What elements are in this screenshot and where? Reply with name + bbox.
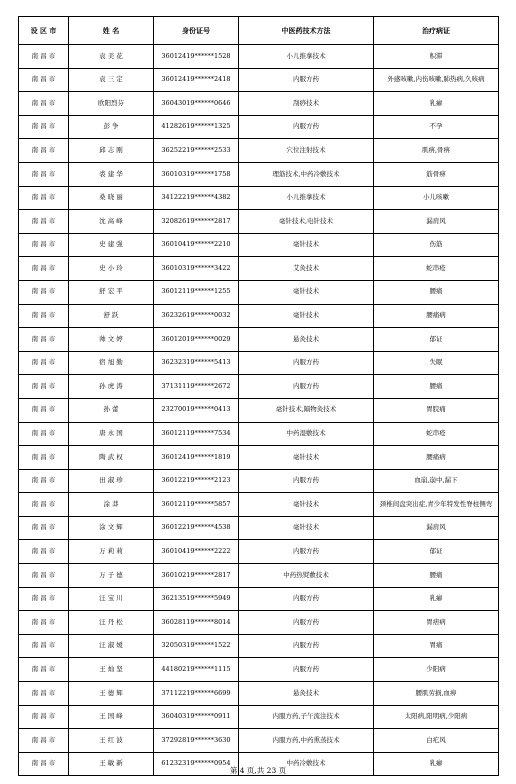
cell-id-number: 36252219******2533 <box>154 139 239 163</box>
cell-disease: 筋骨痹 <box>374 162 499 186</box>
cell-disease: 腰痛 <box>374 280 499 304</box>
cell-technique: 内服方药 <box>239 587 374 611</box>
cell-disease: 失眠 <box>374 351 499 375</box>
cell-disease: 积滞 <box>374 45 499 69</box>
cell-name: 汪 丹 松 <box>69 611 154 635</box>
cell-name: 孙 虎 涛 <box>69 375 154 399</box>
cell-technique: 毫针技术 <box>239 233 374 257</box>
table-row <box>19 564 499 588</box>
cell-district: 南 昌 市 <box>19 328 69 352</box>
cell-disease: 少阳病 <box>374 658 499 682</box>
table-row <box>19 634 499 658</box>
cell-district: 南 昌 市 <box>19 516 69 540</box>
cell-district: 南 昌 市 <box>19 233 69 257</box>
cell-disease: 腰痛病 <box>374 446 499 470</box>
cell-id-number: 32082619******2817 <box>154 210 239 234</box>
table-row <box>19 45 499 69</box>
table-row <box>19 469 499 493</box>
table-row <box>19 139 499 163</box>
cell-disease: 郁证 <box>374 328 499 352</box>
cell-district: 南 昌 市 <box>19 186 69 210</box>
cell-disease: 乳癖 <box>374 92 499 116</box>
table-row <box>19 257 499 281</box>
table-row <box>19 351 499 375</box>
cell-id-number: 36012019******0029 <box>154 328 239 352</box>
cell-id-number: 36012419******2418 <box>154 68 239 92</box>
header-district: 设 区 市 <box>19 17 69 45</box>
cell-district: 南 昌 市 <box>19 257 69 281</box>
cell-disease: 乳癖 <box>374 587 499 611</box>
cell-district: 南 昌 市 <box>19 682 69 706</box>
cell-district: 南 昌 市 <box>19 304 69 328</box>
cell-name: 沈 高 峰 <box>69 210 154 234</box>
cell-id-number: 32050319******1522 <box>154 634 239 658</box>
table-row <box>19 115 499 139</box>
cell-id-number: 36043019******0646 <box>154 92 239 116</box>
cell-technique: 内服方药 <box>239 375 374 399</box>
cell-technique: 毫针技术 <box>239 304 374 328</box>
cell-technique: 悬灸技术 <box>239 682 374 706</box>
cell-name: 邱 志 刚 <box>69 139 154 163</box>
cell-district: 南 昌 市 <box>19 115 69 139</box>
cell-disease: 蛇串疮 <box>374 422 499 446</box>
table-row <box>19 304 499 328</box>
cell-district: 南 昌 市 <box>19 587 69 611</box>
table-row <box>19 233 499 257</box>
cell-name: 汪 宝 川 <box>69 587 154 611</box>
cell-id-number: 36012119******1255 <box>154 280 239 304</box>
cell-disease: 白疕风 <box>374 729 499 753</box>
cell-disease: 漏肩风 <box>374 516 499 540</box>
cell-technique: 中药冷敷技术 <box>239 752 374 776</box>
cell-name: 帅 文 婷 <box>69 328 154 352</box>
table-row <box>19 493 499 517</box>
cell-technique: 内服方药 <box>239 115 374 139</box>
cell-disease: 胃痞病 <box>374 611 499 635</box>
roster-body <box>19 45 499 776</box>
cell-district: 南 昌 市 <box>19 752 69 776</box>
cell-technique: 毫针技术 <box>239 493 374 517</box>
cell-district: 南 昌 市 <box>19 162 69 186</box>
cell-technique: 内服方药 <box>239 68 374 92</box>
cell-technique: 内服方药 <box>239 351 374 375</box>
cell-technique: 内服方药,子午流注技术 <box>239 705 374 729</box>
cell-name: 舒 跃 <box>69 304 154 328</box>
cell-id-number: 36012419******1528 <box>154 45 239 69</box>
cell-district: 南 昌 市 <box>19 634 69 658</box>
cell-district: 南 昌 市 <box>19 375 69 399</box>
cell-id-number: 23270019******0413 <box>154 398 239 422</box>
header-technique: 中医药技术方法 <box>239 17 374 45</box>
cell-disease: 腰痛 <box>374 375 499 399</box>
cell-id-number: 36012219******4538 <box>154 516 239 540</box>
cell-id-number: 36232319******5413 <box>154 351 239 375</box>
cell-disease: 腰痛病 <box>374 304 499 328</box>
table-row <box>19 705 499 729</box>
page-number: 第 4 页,共 23 页 <box>229 766 287 775</box>
table-row <box>19 587 499 611</box>
cell-name: 王 红 波 <box>69 729 154 753</box>
cell-name: 袁 三 定 <box>69 68 154 92</box>
table-row <box>19 186 499 210</box>
table-row <box>19 210 499 234</box>
cell-district: 南 昌 市 <box>19 658 69 682</box>
cell-id-number: 36040319******0911 <box>154 705 239 729</box>
cell-name: 汪 淑 媛 <box>69 634 154 658</box>
cell-id-number: 36010419******2222 <box>154 540 239 564</box>
cell-technique: 内服方药 <box>239 658 374 682</box>
header-id-number: 身份证号 <box>154 17 239 45</box>
table-row <box>19 92 499 116</box>
table-row <box>19 422 499 446</box>
cell-name: 王 德 辉 <box>69 682 154 706</box>
cell-district: 南 昌 市 <box>19 92 69 116</box>
cell-name: 宿 旭 勤 <box>69 351 154 375</box>
cell-name: 王 灿 坚 <box>69 658 154 682</box>
cell-district: 南 昌 市 <box>19 422 69 446</box>
cell-disease: 漏肩风 <box>374 210 499 234</box>
cell-technique: 小儿推拿技术 <box>239 45 374 69</box>
cell-district: 南 昌 市 <box>19 564 69 588</box>
cell-technique: 毫针技术,电针技术 <box>239 210 374 234</box>
table-row <box>19 446 499 470</box>
table-row <box>19 729 499 753</box>
table-row <box>19 328 499 352</box>
cell-district: 南 昌 市 <box>19 705 69 729</box>
cell-name: 涂 文 辉 <box>69 516 154 540</box>
cell-technique: 内服方药 <box>239 611 374 635</box>
cell-technique: 艾灸技术 <box>239 257 374 281</box>
cell-technique: 毫针技术 <box>239 446 374 470</box>
table-row <box>19 398 499 422</box>
table-row <box>19 162 499 186</box>
cell-disease: 胃痛 <box>374 634 499 658</box>
cell-disease: 腰肌劳损,血痹 <box>374 682 499 706</box>
cell-district: 南 昌 市 <box>19 280 69 304</box>
cell-id-number: 36010319******3422 <box>154 257 239 281</box>
table-row <box>19 280 499 304</box>
cell-technique: 穴位注射技术 <box>239 139 374 163</box>
cell-name: 史 小 玲 <box>69 257 154 281</box>
cell-technique: 中药湿敷技术 <box>239 422 374 446</box>
cell-name: 史 建 强 <box>69 233 154 257</box>
cell-technique: 悬灸技术 <box>239 328 374 352</box>
cell-id-number: 36012119******7534 <box>154 422 239 446</box>
roster-sheet <box>18 16 498 776</box>
cell-disease: 不孕 <box>374 115 499 139</box>
cell-district: 南 昌 市 <box>19 68 69 92</box>
cell-id-number: 36010219******2817 <box>154 564 239 588</box>
cell-name: 万 莉 莉 <box>69 540 154 564</box>
cell-technique: 内服方药 <box>239 540 374 564</box>
cell-district: 南 昌 市 <box>19 45 69 69</box>
cell-disease: 腰痛 <box>374 564 499 588</box>
cell-name: 舒 宏 平 <box>69 280 154 304</box>
cell-id-number: 61232319******0954 <box>154 752 239 776</box>
cell-id-number: 44180219******1115 <box>154 658 239 682</box>
cell-technique: 小儿推拿技术 <box>239 186 374 210</box>
header-disease: 治疗病证 <box>374 17 499 45</box>
cell-technique: 内服方药 <box>239 469 374 493</box>
cell-disease: 外感咳嗽,内伤咳嗽,肺热病,久咳病 <box>374 68 499 92</box>
cell-id-number: 37131119******2672 <box>154 375 239 399</box>
cell-name: 涂 莽 <box>69 493 154 517</box>
cell-disease: 肌痹,骨痹 <box>374 139 499 163</box>
cell-district: 南 昌 市 <box>19 139 69 163</box>
cell-district: 南 昌 市 <box>19 351 69 375</box>
header-name: 姓 名 <box>69 17 154 45</box>
cell-technique: 理筋技术,中药冷敷技术 <box>239 162 374 186</box>
cell-technique: 毫针技术 <box>239 516 374 540</box>
cell-id-number: 36010319******1758 <box>154 162 239 186</box>
cell-technique: 毫针技术 <box>239 280 374 304</box>
cell-id-number: 36213519******5949 <box>154 587 239 611</box>
cell-disease: 蛇串疮 <box>374 257 499 281</box>
cell-technique: 内服方药 <box>239 634 374 658</box>
cell-name: 唐 永 国 <box>69 422 154 446</box>
cell-disease: 太阳病,阳明病,少阳病 <box>374 705 499 729</box>
header-row <box>19 17 499 45</box>
cell-district: 南 昌 市 <box>19 398 69 422</box>
cell-disease: 胃脘痛 <box>374 398 499 422</box>
cell-name: 袁 美 花 <box>69 45 154 69</box>
table-row <box>19 375 499 399</box>
cell-disease: 血崩,崩中,漏下 <box>374 469 499 493</box>
cell-name: 孙 蕾 <box>69 398 154 422</box>
roster-table <box>18 16 499 776</box>
cell-technique: 内服方药,中药熏蒸技术 <box>239 729 374 753</box>
cell-district: 南 昌 市 <box>19 469 69 493</box>
cell-name: 王 敏 新 <box>69 752 154 776</box>
cell-name: 万 子 德 <box>69 564 154 588</box>
cell-name: 桑 晓 丽 <box>69 186 154 210</box>
cell-name: 田 淑 珍 <box>69 469 154 493</box>
table-row <box>19 516 499 540</box>
cell-district: 南 昌 市 <box>19 729 69 753</box>
cell-name: 欧阳烈芬 <box>69 92 154 116</box>
cell-id-number: 37292819******3630 <box>154 729 239 753</box>
table-row <box>19 68 499 92</box>
cell-district: 南 昌 市 <box>19 493 69 517</box>
cell-disease: 伤筋 <box>374 233 499 257</box>
cell-id-number: 36028119******8014 <box>154 611 239 635</box>
cell-disease: 郁证 <box>374 540 499 564</box>
cell-disease: 颈椎间盘突出症,青少年特发性脊柱侧弯 <box>374 493 499 517</box>
cell-id-number: 41282619******1325 <box>154 115 239 139</box>
table-row <box>19 682 499 706</box>
cell-id-number: 34122219******4382 <box>154 186 239 210</box>
cell-name: 彭 争 <box>69 115 154 139</box>
cell-district: 南 昌 市 <box>19 611 69 635</box>
cell-technique: 毫针技术,隔物灸技术 <box>239 398 374 422</box>
cell-id-number: 36232619******0032 <box>154 304 239 328</box>
cell-name: 裘 建 华 <box>69 162 154 186</box>
table-row <box>19 611 499 635</box>
cell-id-number: 36012119******5857 <box>154 493 239 517</box>
cell-disease: 小儿咳嗽 <box>374 186 499 210</box>
cell-id-number: 36012419******1819 <box>154 446 239 470</box>
cell-technique: 刮痧技术 <box>239 92 374 116</box>
cell-id-number: 37112219******6699 <box>154 682 239 706</box>
cell-id-number: 36012219******2123 <box>154 469 239 493</box>
table-row <box>19 658 499 682</box>
cell-name: 王 国 峰 <box>69 705 154 729</box>
cell-disease: 乳癖 <box>374 752 499 776</box>
cell-name: 陶 武 权 <box>69 446 154 470</box>
cell-district: 南 昌 市 <box>19 540 69 564</box>
cell-district: 南 昌 市 <box>19 210 69 234</box>
cell-district: 南 昌 市 <box>19 446 69 470</box>
table-row <box>19 540 499 564</box>
cell-id-number: 36010419******2210 <box>154 233 239 257</box>
cell-technique: 中药热熨敷技术 <box>239 564 374 588</box>
